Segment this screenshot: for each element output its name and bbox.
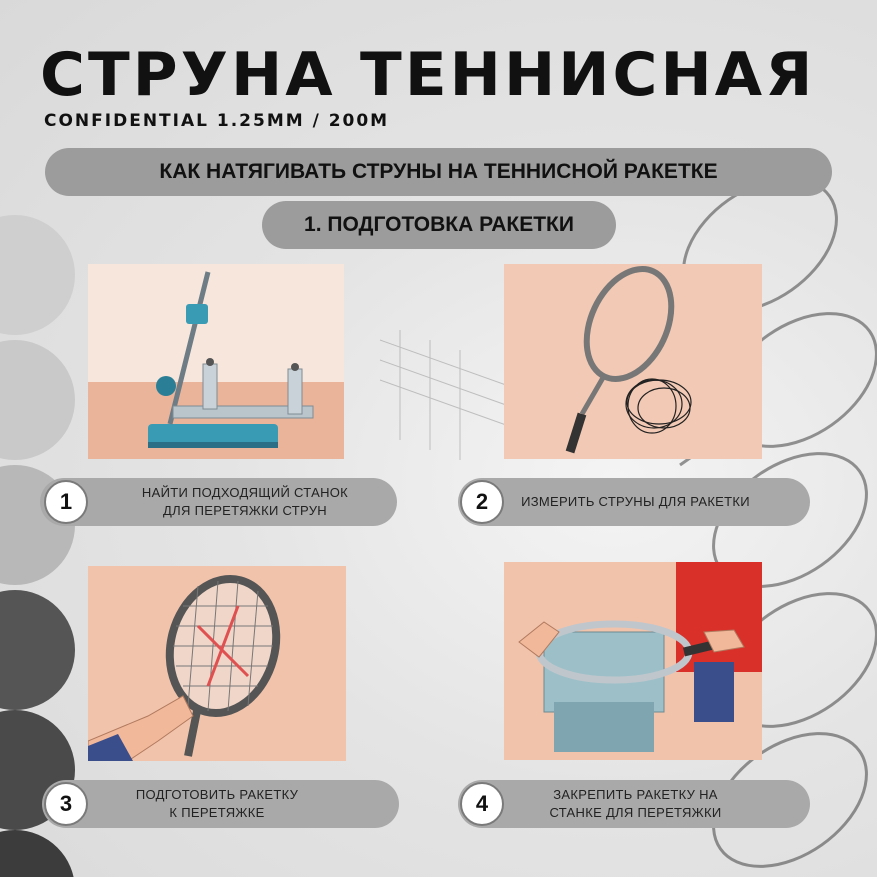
racket-marking-icon — [88, 566, 346, 761]
stringing-machine-icon — [88, 264, 344, 459]
step-2-number: 2 — [460, 480, 504, 524]
step-4-label — [513, 786, 758, 822]
illustration-panel-3 — [88, 566, 346, 761]
section-banner — [262, 201, 616, 249]
step-4-line2: СТАНКЕ ДЛЯ ПЕРЕТЯЖКИ — [549, 805, 722, 820]
step-3 — [42, 780, 399, 828]
step-3-label — [102, 786, 332, 822]
step-3-line2: К ПЕРЕТЯЖКЕ — [169, 805, 265, 820]
step-1-line1: НАЙТИ ПОДХОДЯЩИЙ СТАНОК — [141, 485, 349, 500]
step-2-line1: ИЗМЕРИТЬ СТРУНЫ ДЛЯ РАКЕТКИ — [521, 494, 750, 509]
racket-mounting-icon — [504, 562, 762, 760]
step-3-number: 3 — [44, 782, 88, 826]
main-banner — [45, 148, 832, 196]
step-1 — [40, 478, 397, 526]
step-1-line2: ДЛЯ ПЕРЕТЯЖКИ СТРУН — [163, 503, 327, 518]
racket-and-string-coil-icon — [504, 264, 762, 459]
illustration-panel-1 — [88, 264, 344, 459]
step-4 — [458, 780, 810, 828]
section-banner-text: 1. ПОДГОТОВКА РАКЕТКИ — [304, 213, 574, 236]
page-subtitle: CONFIDENTIAL 1.25MM / 200M — [44, 111, 390, 131]
step-1-label — [100, 484, 390, 520]
main-banner-text: КАК НАТЯГИВАТЬ СТРУНЫ НА ТЕННИСНОЙ РАКЕТКЕ — [159, 160, 718, 183]
step-4-number: 4 — [460, 782, 504, 826]
step-1-number: 1 — [44, 480, 88, 524]
page-title: СТРУНА ТЕННИСНАЯ — [40, 40, 816, 110]
step-2-label — [513, 493, 758, 511]
illustration-panel-4 — [504, 562, 762, 760]
step-3-line1: ПОДГОТОВИТЬ РАКЕТКУ — [135, 787, 299, 802]
step-4-line1: ЗАКРЕПИТЬ РАКЕТКУ НА — [553, 787, 718, 802]
illustration-panel-2 — [504, 264, 762, 459]
step-2 — [458, 478, 810, 526]
